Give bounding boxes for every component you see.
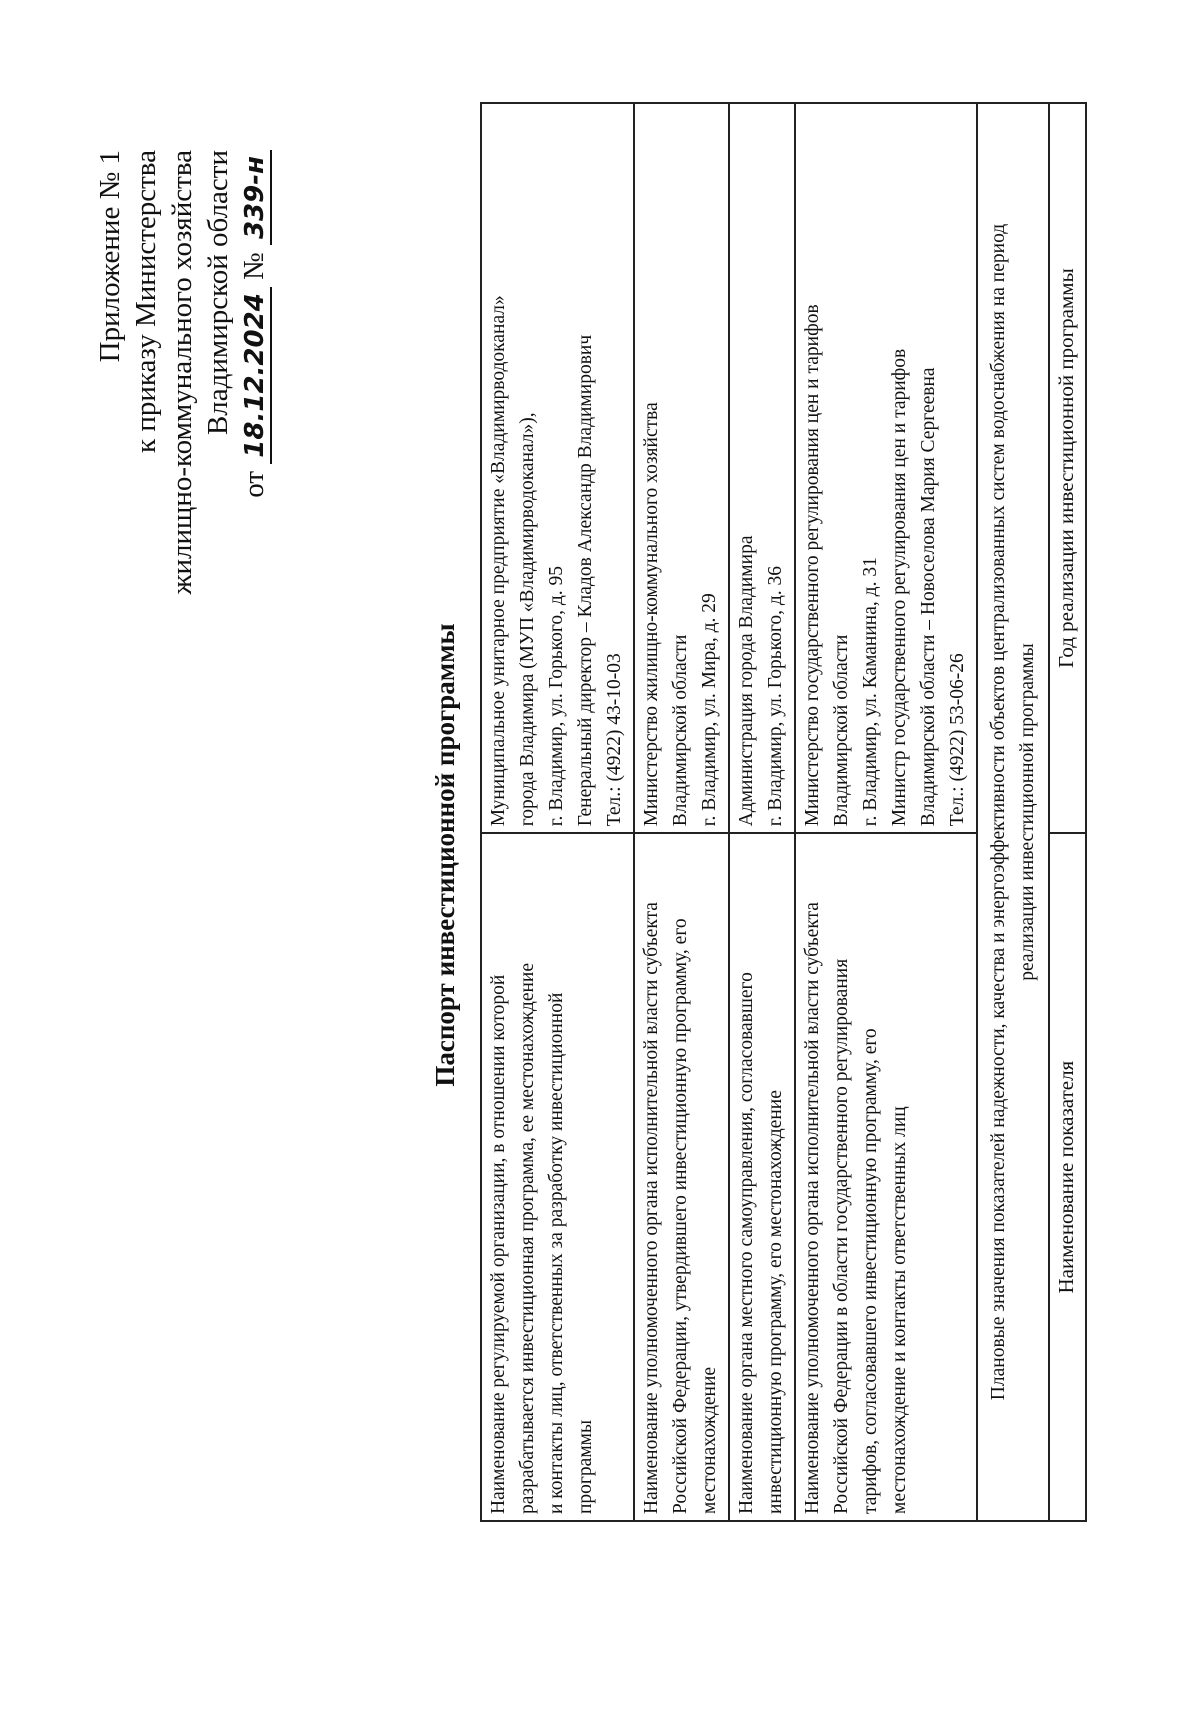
row-label: [795, 833, 977, 1521]
text-line: Плановые значения показателей надежности, качества и энергоэффективности объектов централизованных систем водоснабжения на период: [988, 223, 1009, 1401]
text-line: и контакты лиц, ответственных за разработку инвестиционной: [546, 992, 567, 1514]
document-title: Паспорт инвестиционной программы: [430, 623, 460, 1087]
text-line: г. Владимир, ул. Горького, д. 36: [765, 565, 786, 827]
from-label: от: [238, 470, 270, 498]
text-line: Владимирской области – Новоселова Мария Сергеевна: [918, 367, 939, 827]
text-line: Владимирской области: [670, 634, 691, 827]
order-date: 18.12.2024: [240, 287, 272, 463]
text-line: г. Владимир, ул. Мира, д. 29: [699, 593, 720, 827]
text-line: Министерство государственного регулирования цен и тарифов: [802, 304, 823, 827]
text-line: Администрация города Владимира: [736, 535, 757, 827]
text-line: инвестиционную программу, его местонахождение: [765, 1090, 786, 1514]
table-row: [729, 103, 795, 1521]
row-value: [795, 103, 977, 833]
text-line: Наименование уполномоченного органа исполнительной власти субъекта: [802, 902, 823, 1514]
appendix-date-line: [236, 150, 273, 595]
text-line: разрабатывается инвестиционная программа, ее местонахождение: [517, 963, 538, 1514]
text-line: Российской Федерации в области государственного регулирования: [831, 958, 852, 1514]
text-line: Тел.: (4922) 53-06-26: [947, 653, 968, 827]
table-row: [795, 103, 977, 1521]
column-header-row: [1049, 103, 1086, 1521]
number-label: №: [238, 252, 270, 280]
text-line: местонахождение и контакты ответственных лиц: [889, 1106, 910, 1514]
column-header-indicator: Наименование показателя: [1049, 833, 1086, 1521]
text-line: Наименование органа местного самоуправления, согласовавшего: [736, 972, 757, 1514]
section-heading: [977, 103, 1049, 1521]
section-heading-row: [977, 103, 1049, 1521]
row-value: [481, 103, 634, 833]
table-row: [634, 103, 729, 1521]
text-line: местонахождение: [699, 1366, 720, 1514]
appendix-block: [92, 150, 273, 595]
text-line: Наименование уполномоченного органа исполнительной власти субъекта: [641, 902, 662, 1514]
text-line: Наименование регулируемой организации, в отношении которой: [488, 974, 509, 1514]
text-line: Муниципальное унитарное предприятие «Владимирводоканал»: [488, 295, 509, 827]
row-label: [481, 833, 634, 1521]
text-line: реализации инвестиционной программы: [1017, 643, 1038, 981]
appendix-line: жилищно-коммунального хозяйства: [166, 150, 198, 595]
row-value: [729, 103, 795, 833]
text-line: Генеральный директор – Кладов Александр Владимирович: [575, 334, 596, 827]
order-number: 339-н: [240, 150, 272, 245]
text-line: Министерство жилищно-коммунального хозяйства: [641, 402, 662, 827]
table-row: [481, 103, 634, 1521]
appendix-line: Приложение № 1: [94, 150, 126, 363]
text-line: г. Владимир, ул. Горького, д. 95: [546, 565, 567, 827]
text-line: Министр государственного регулирования цен и тарифов: [889, 348, 910, 827]
text-line: г. Владимир, ул. Каманина, д. 31: [860, 557, 881, 827]
text-line: Владимирской области: [831, 634, 852, 827]
row-label: [729, 833, 795, 1521]
row-label: [634, 833, 729, 1521]
appendix-line: к приказу Министерства: [130, 150, 162, 453]
text-line: программы: [575, 1419, 596, 1514]
text-line: Российской Федерации, утвердившего инвестиционную программу, его: [670, 918, 691, 1514]
text-line: города Владимира (МУП «Владимирводоканал»),: [517, 412, 538, 827]
text-line: тарифов, согласовавшего инвестиционную программу, его: [860, 1028, 881, 1514]
column-header-year: Год реализации инвестиционной программы: [1049, 103, 1086, 833]
text-line: Тел.: (4922) 43-10-03: [604, 653, 625, 827]
appendix-line: Владимирской области: [202, 150, 234, 436]
passport-table: [480, 102, 1087, 1522]
row-value: [634, 103, 729, 833]
